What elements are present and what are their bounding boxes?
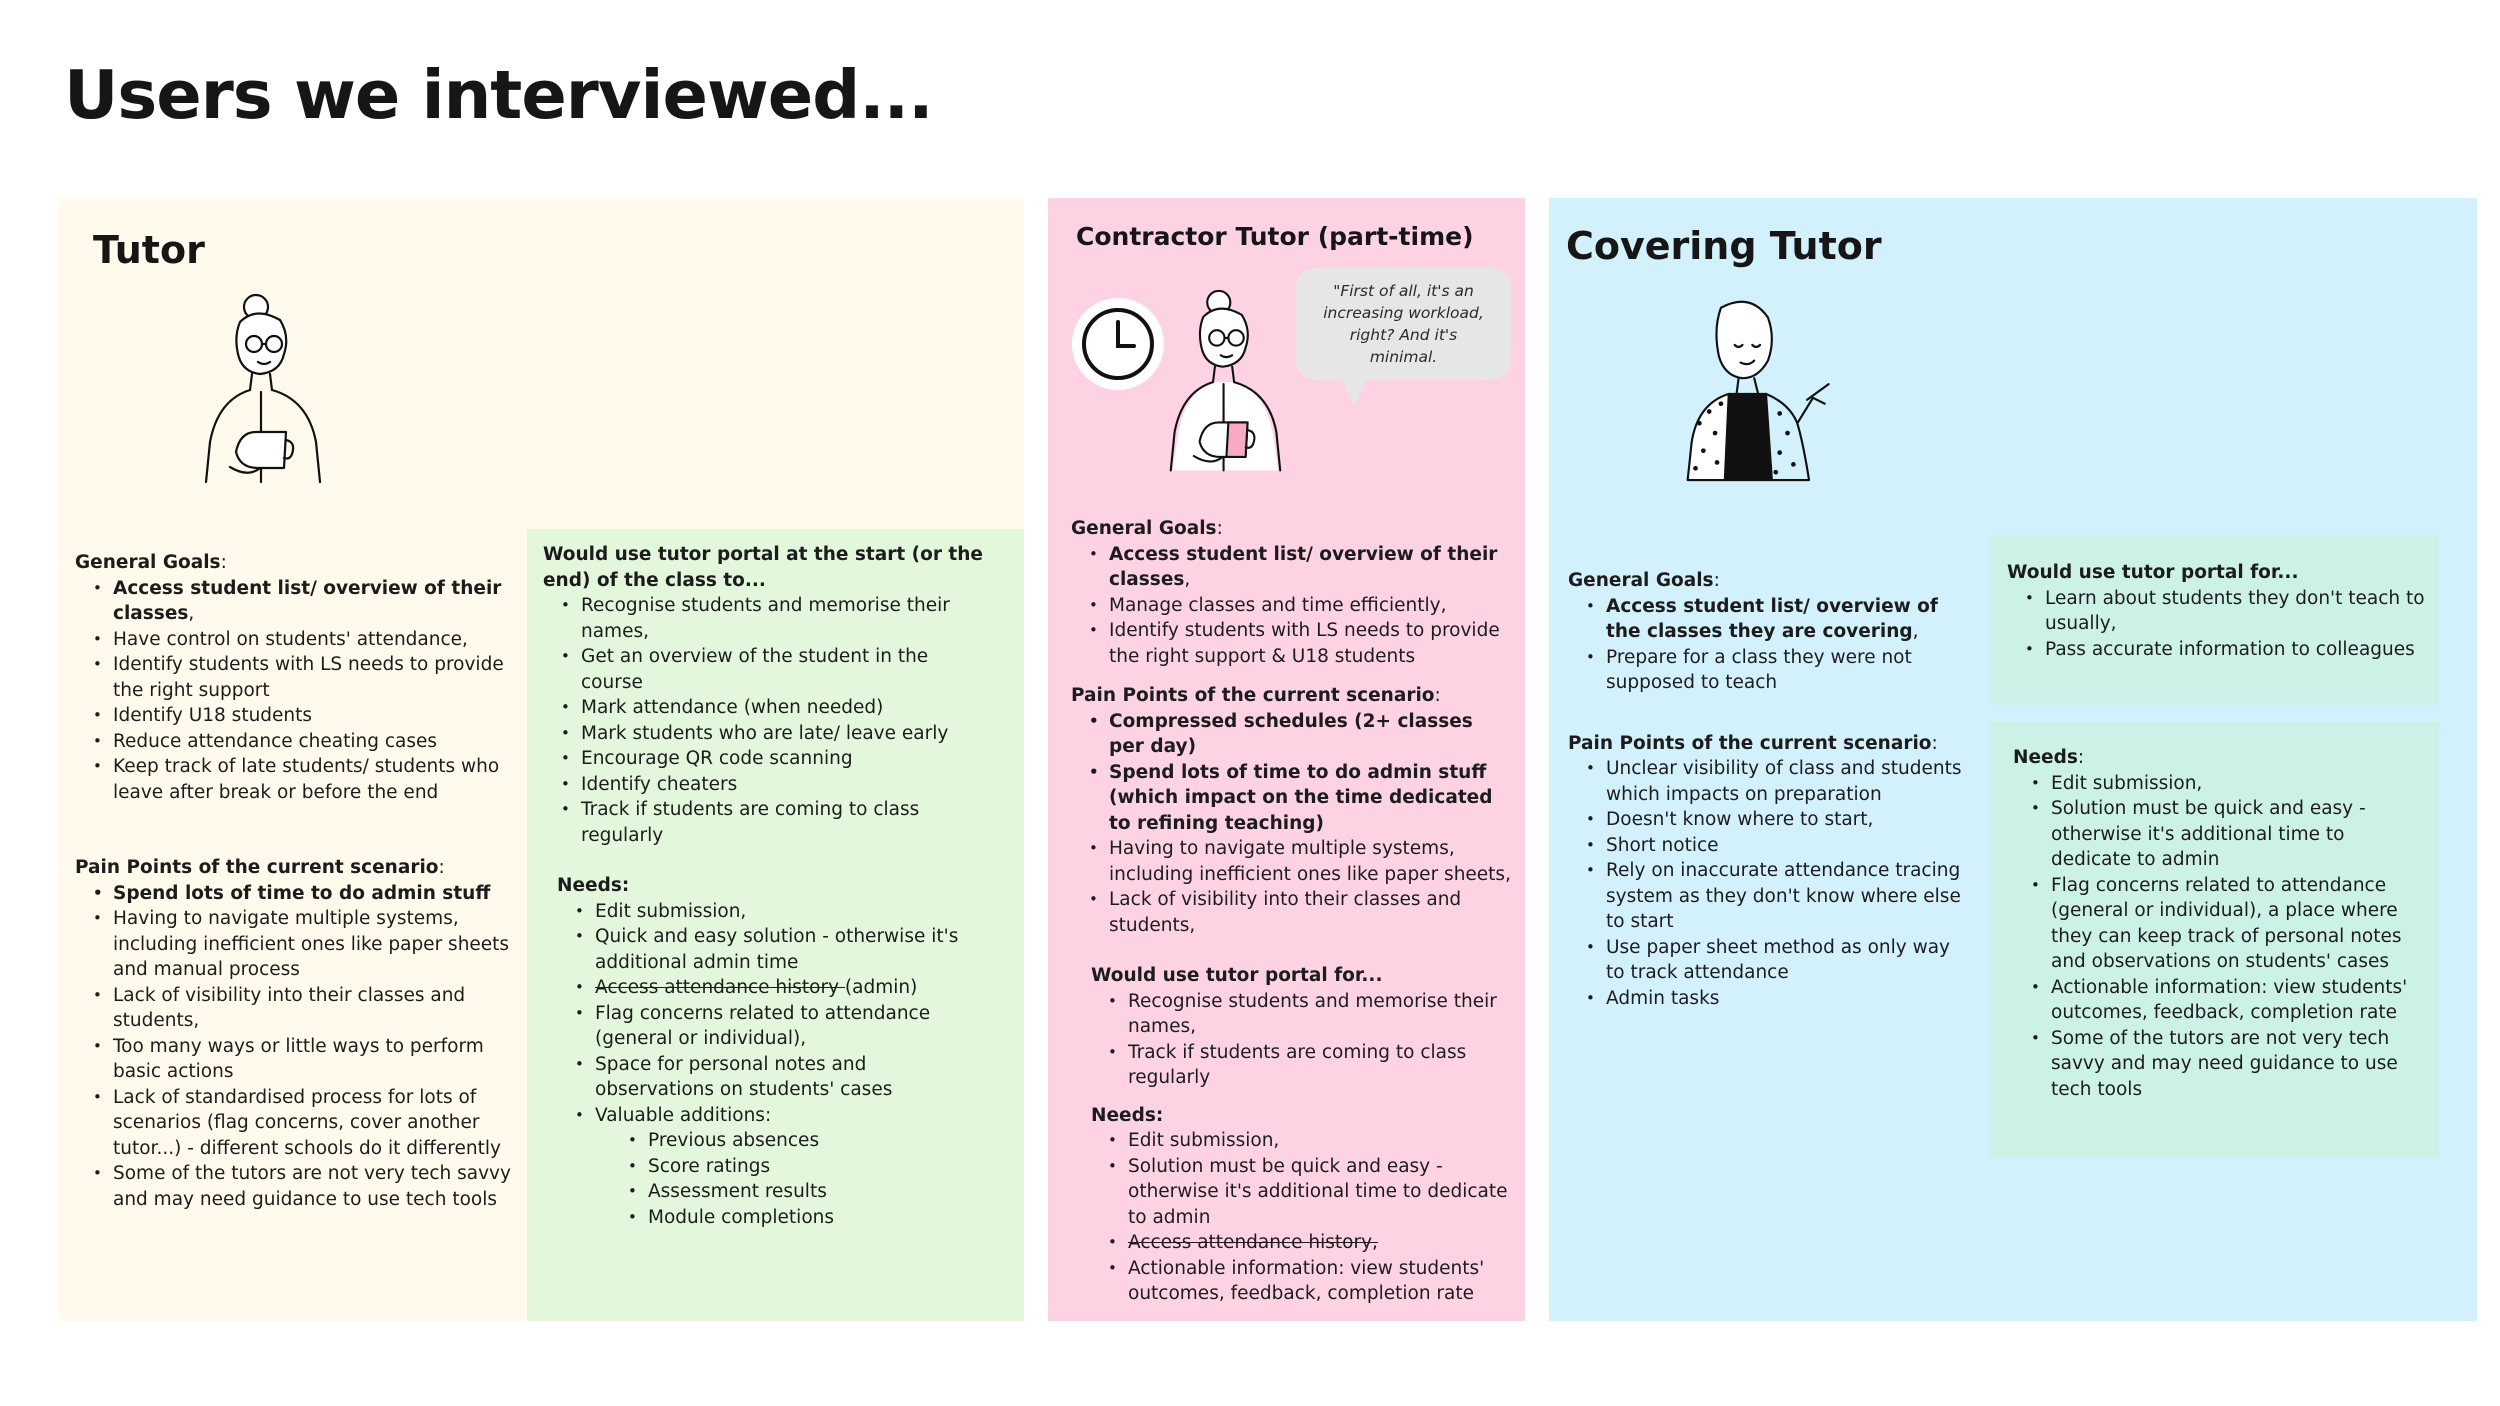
list-item: • Lack of visibility into their classes and students, [113,983,515,1034]
contractor-details: General Goals: • Access student list/ overview of their classes, • Manage classes and time efficiently, • Identify students with LS needs to provide the right support & U18 students Pain Points of the current scenario: • Compressed schedules (2+ classes per day) • Spend lots of time to do admin stuff (which impact on the time dedicated to refining teaching) • Having to navigate multiple systems, including inefficient ones like paper sheets, • Lack of visibility into their classes and students, Would use tutor portal for... • Recognise students and memorise their names, • Track if students are coming to class regularly Needs: • Edit submission, • Solution must be quick and easy - otherwise it's additional time to dedicate to admin • Access attendance history, • Actionable information: view students' outcomes, feedback, completion rate [1071,516,1511,1307]
page-title: Users we interviewed... [64,56,933,134]
list-item: • Unclear visibility of class and students which impacts on preparation [1606,756,1973,807]
tutor-portal-details [543,542,983,1230]
list-item: • Flag concerns related to attendance (general or individual), [595,1001,983,1052]
list-item: • Valuable additions: [595,1103,983,1129]
list-item: • Access attendance history, [1128,1230,1511,1256]
list-item: • Having to navigate multiple systems, including inefficient ones like paper sheets and manual process [113,906,515,983]
list-item: • Some of the tutors are not very tech savvy and may need guidance to use tech tools [113,1161,515,1212]
tutor-portal-title: Would use tutor portal at the start (or the end) of the class to... [543,544,983,591]
list-item: • Having to navigate multiple systems, including inefficient ones like paper sheets, [1109,836,1511,887]
tutor-details: General Goals: • Access student list/ overview of their classes, • Have control on students' attendance, • Identify students with LS needs to provide the right support • Identify U18 students • Reduce attendance cheating cases • Keep track of late students/ students who leave after break or before the end Pain Points of the current scenario: • Spend lots of time to do admin stuff • Having to navigate multiple systems, including inefficient ones like paper sheets and manual process • Lack of visibility into their classes and students, • Too many ways or little ways to perform basic actions • Lack of standardised process for lots of scenarios (flag concerns, cover another tutor...) - different schools do it differently • Some of the tutors are not very tech savvy and may need guidance to use tech tools [75,550,515,1212]
covering-portal-details [2007,560,2427,662]
list-item: • Access attendance history (admin) [595,975,983,1001]
covering-portal-title: Would use tutor portal for... [2007,562,2299,583]
list-item: • Lack of visibility into their classes and students, [1109,887,1511,938]
list-item: • Edit submission, [595,899,983,925]
list-item: • Actionable information: view students' outcomes, feedback, completion rate [1128,1256,1511,1307]
contractor-goals-title: General Goals [1071,518,1217,539]
list-item: • Track if students are coming to class regularly [581,797,983,848]
list-item: • Identify students with LS needs to provide the right support & U18 students [1109,618,1511,669]
tutor-goals-title: General Goals [75,552,221,573]
list-item: • Pass accurate information to colleagues [2045,637,2427,663]
contractor-heading: Contractor Tutor (part-time) [1076,222,1474,251]
list-item: • Too many ways or little ways to perform basic actions [113,1034,515,1085]
clock-icon [1070,296,1166,392]
list-item: • Flag concerns related to attendance (general or individual), a place where they can keep track of personal notes and observations on students' cases [2051,873,2423,975]
list-item: • Score ratings [648,1154,983,1180]
list-item: • Compressed schedules (2+ classes per day) [1109,709,1511,760]
list-item: • Access student list/ overview of their classes, [113,576,515,627]
tutor-needs-title: Needs: [557,875,630,896]
list-item: • Have control on students' attendance, [113,627,515,653]
list-item: • Module completions [648,1205,983,1231]
list-item: • Spend lots of time to do admin stuff [113,881,515,907]
list-item: • Edit submission, [2051,771,2423,797]
list-item: • Quick and easy solution - otherwise it's additional admin time [595,924,983,975]
list-item: • Solution must be quick and easy - otherwise it's additional time to dedicate to admin [2051,796,2423,873]
quote-bubble [1296,268,1511,380]
list-item: • Previous absences [648,1128,983,1154]
covering-pain-title: Pain Points of the current scenario [1568,732,1932,754]
tutor-illustration [200,292,350,492]
covering-goals-title: General Goals [1568,570,1714,591]
list-item: • Short notice [1606,833,1973,859]
list-item: • Prepare for a class they were not supposed to teach [1606,645,1973,696]
list-item: • Identify cheaters [581,772,983,798]
list-item: • Use paper sheet method as only way to track attendance [1606,935,1973,986]
list-item: • Mark students who are late/ leave early [581,721,983,747]
list-item: • Reduce attendance cheating cases [113,729,515,755]
list-item: • Access student list/ overview of the classes they are covering, [1606,594,1973,645]
list-item: • Rely on inaccurate attendance tracing system as they don't know where else to start [1606,858,1973,935]
covering-needs-details: Needs: • Edit submission, • Solution must be quick and easy - otherwise it's additional time to dedicate to admin • Flag concerns related to attendance (general or individual), a place where they can keep track of personal notes and observations on students' cases • Actionable information: view students' outcomes, feedback, completion rate • Some of the tutors are not very tech savvy and may need guidance to use tech tools [2013,745,2423,1102]
covering-heading: Covering Tutor [1566,224,1882,268]
quote-text: "First of all, it's an increasing workload, right? And it's minimal. [1323,282,1484,366]
tutor-pain-title: Pain Points of the current scenario [75,857,439,878]
list-item: • Access student list/ overview of their classes, [1109,542,1511,593]
covering-tutor-illustration [1680,296,1850,482]
list-item: • Learn about students they don't teach to usually, [2045,586,2427,637]
list-item: • Doesn't know where to start, [1606,807,1973,833]
contractor-illustration [1162,288,1312,480]
tutor-heading: Tutor [93,228,205,272]
list-item: • Space for personal notes and observations on students' cases [595,1052,983,1103]
list-item: • Lack of standardised process for lots of scenarios (flag concerns, cover another tutor...) - different schools do it differently [113,1085,515,1162]
list-item: • Identify U18 students [113,703,515,729]
list-item: • Recognise students and memorise their names, [581,593,983,644]
list-item: • Some of the tutors are not very tech savvy and may need guidance to use tech tools [2051,1026,2423,1103]
contractor-portal-title: Would use tutor portal for... [1091,965,1383,986]
contractor-pain-title: Pain Points of the current scenario [1071,685,1435,706]
list-item: • Solution must be quick and easy - otherwise it's additional time to dedicate to admin [1128,1154,1511,1231]
list-item: • Track if students are coming to class regularly [1128,1040,1511,1091]
list-item: • Recognise students and memorise their names, [1128,989,1511,1040]
contractor-needs-title: Needs: [1091,1104,1164,1126]
list-item: • Assessment results [648,1179,983,1205]
list-item: • Edit submission, [1128,1128,1511,1154]
covering-details: General Goals: • Access student list/ overview of the classes they are covering, • Prepare for a class they were not supposed to teach Pain Points of the current scenario: • Unclear visibility of class and students which impacts on preparation • Doesn't know where to start, • Short notice • Rely on inaccurate attendance tracing system as they don't know where else to start • Use paper sheet method as only way to track attendance • Admin tasks [1568,568,1973,1011]
list-item: • Get an overview of the student in the course [581,644,983,695]
list-item: • Admin tasks [1606,986,1973,1012]
list-item: • Identify students with LS needs to provide the right support [113,652,515,703]
list-item: • Keep track of late students/ students who leave after break or before the end [113,754,515,805]
quote-bubble-tail [1340,376,1368,406]
list-item: • Spend lots of time to do admin stuff (which impact on the time dedicated to refining teaching) [1109,760,1511,837]
list-item: • Actionable information: view students' outcomes, feedback, completion rate [2051,975,2423,1026]
covering-needs-title: Needs [2013,747,2078,768]
list-item: • Mark attendance (when needed) [581,695,983,721]
list-item: • Encourage QR code scanning [581,746,983,772]
list-item: • Manage classes and time efficiently, [1109,593,1511,619]
